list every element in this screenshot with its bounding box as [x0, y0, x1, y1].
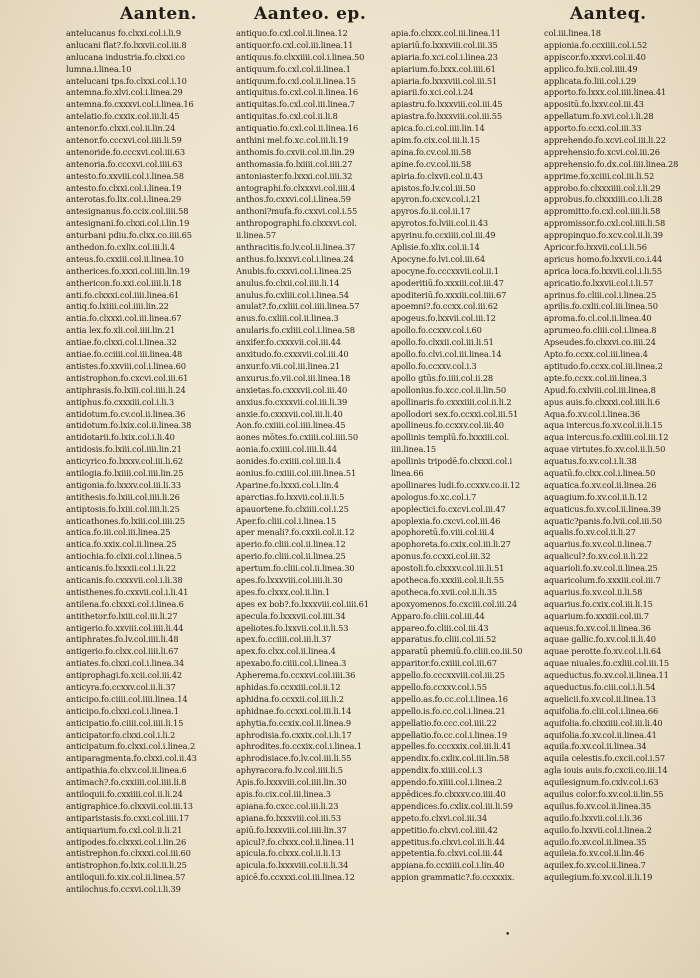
index-entry: Apis.fo.lxxxviii.col.iiii.lin.30: [236, 777, 347, 788]
index-entry: aquilus.fo.xv.col.ii.linea.35: [544, 800, 651, 811]
index-entry: aquatic?panis.fo.lvii.col.iii.50: [544, 515, 662, 526]
index-entry: aper menali?.fo.cxxii.col.ii.12: [236, 527, 355, 538]
index-entry: aphyracora.fo.lv.col.iiii.li.5: [236, 765, 343, 776]
index-entry: antiptosis.fo.lxiii.col.iiii.li.25: [66, 503, 180, 514]
index-entry: aptitudo.fo.ccxx.col.iii.linea.2: [544, 360, 663, 371]
index-entry: Apto.fo.ccxx.col.iii.linea.4: [544, 349, 648, 360]
index-entry: anthericon.fo.xxi.col.iiii.li.18: [66, 277, 182, 288]
index-entry: antiquitus.fo.cxl.col.ii.linea.16: [236, 87, 358, 98]
index-entry: apiastru.fo.lxxxviii.col.iii.45: [391, 99, 503, 110]
index-entry: antiquarium.fo.cxl.col.ii.li.21: [66, 824, 183, 835]
index-entry: apexabo.fo.ciiii.col.i.linea.3: [236, 658, 347, 669]
index-entry: anticanis.fo.cxxxvii.col.i.li.38: [66, 574, 183, 585]
index-entry: aqua intercus.fo.xv.col.ii.li.15: [544, 420, 663, 431]
index-entry: apyron.fo.cxcv.col.i.21: [391, 194, 482, 205]
index-entry: aquila.fo.xv.col.ii.linea.34: [544, 741, 647, 752]
index-entry: anthedon.fo.cxlix.col.iii.li.4: [66, 242, 175, 253]
index-entry: anulus.fo.cxliii.col.i.linea.54: [236, 289, 349, 300]
index-entry: anticyrico.fo.lxxxv.col.iii.li.62: [66, 456, 184, 467]
page-mark: •: [505, 930, 511, 940]
index-entry: apecula.fo.lxxxvii.col.iiii.34: [236, 610, 346, 621]
running-head-right: Aanteq.: [570, 4, 647, 24]
index-entry: antipodes.fo.clxxxi.col.i.lin.26: [66, 836, 187, 847]
index-entry: appromissor.fo.cxl.col.iiii.li.58: [544, 218, 666, 229]
index-entry: apina.fo.cv.col.iii.58: [391, 146, 472, 157]
index-entry: apprehensio.fo.dx.col.iiii.linea.28: [544, 158, 679, 169]
index-entry: antiparagmenta.fo.clxxi.col.ii.43: [66, 753, 197, 764]
index-entry: apiaria.fo.lxxxviii.col.iii.51: [391, 75, 498, 86]
index-entry: antipathia.fo.clxv.col.ii.linea.6: [66, 765, 187, 776]
index-entry: appellatio.fo.ccc.col.iiii.22: [391, 717, 497, 728]
index-entry: aperio.fo.cliii.col.ii.linea.12: [236, 539, 346, 550]
index-entry: apollinis templū.fo.lxxxiii.col.: [391, 432, 510, 443]
index-entry: aprumeo.fo.cliii.col.i.linea.8: [544, 325, 657, 336]
index-entry: antiae.fo.cciiii.col.iii.linea.48: [66, 349, 183, 360]
index-entry: aqueductus.fo.xv.col.ii.linea.11: [544, 670, 669, 681]
index-entry: appello.fo.cccxxviii.col.iii.25: [391, 670, 505, 681]
index-entry: apicula.fo.clxxx.col.ii.li.13: [236, 848, 341, 859]
index-entry: apollinis tripodē.fo.clxxxi.col.i: [391, 456, 513, 467]
index-entry: antographi.fo.clxxxvi.col.iiii.4: [236, 182, 356, 193]
index-entry: apes.fo.clxxx.col.ii.lin.1: [236, 586, 331, 597]
index-entry: aphidas.fo.ccxxiii.col.ii.12: [236, 681, 341, 692]
index-entry: antilena.fo.clxxxi.col.i.linea.6: [66, 598, 184, 609]
index-entry: aponus.fo.ccxxi.col.iii.32: [391, 551, 491, 562]
index-entry: ii.linea.57: [236, 230, 276, 241]
index-entry: aphrodites.fo.ccxix.col.i.linea.1: [236, 741, 362, 752]
index-entry: appion grammatic?.fo.ccxxxix.: [391, 872, 515, 883]
index-entry: apollo gtūs.fo.iiii.col.ii.28: [391, 372, 493, 383]
index-entry: appetitio.fo.clxvi.col.iiii.42: [391, 824, 498, 835]
index-entry: apes ex bob?.fo.lxxxviii.col.iiii.61: [236, 598, 369, 609]
running-head-center: Aanteo. ep.: [254, 4, 367, 24]
index-entry: appellatum.fo.xvi.col.i.li.28: [544, 111, 654, 122]
index-entry: antesignanus.fo.ccix.col.iiii.58: [66, 206, 189, 217]
index-entry: apollonius.fo.xcc.col.ii.lin.50: [391, 384, 507, 395]
index-entry: antiloquii.fo.xix.col.ii.linea.57: [66, 872, 186, 883]
index-entry: antithesis.fo.lxiii.col.iiii.li.26: [66, 491, 180, 502]
index-entry: aqueductus.fo.ciii.col.i.li.54: [544, 681, 656, 692]
index-entry: anterotas.fo.lix.col.i.linea.29: [66, 194, 182, 205]
index-entry: appropinquo.fo.xcv.col.ii.li.39: [544, 230, 663, 241]
index-entry: aones mōtes.fo.cxiiii.col.iiii.50: [236, 432, 359, 443]
index-entry: anxius.fo.cxxxvii.col.iii.li.39: [236, 396, 348, 407]
index-entry: antistrophon.fo.lxix.col.ii.li.25: [66, 860, 187, 871]
index-entry: anthomasia.fo.lxiiii.col.iiii.27: [236, 158, 353, 169]
index-entry: aonides.fo.cxiiii.col.iiii.li.4: [236, 456, 341, 467]
index-entry: aonius.fo.cxiiii.col.iiii.linea.51: [236, 467, 357, 478]
index-entry: antenoria.fo.cccxvi.col.iiii.63: [66, 158, 183, 169]
index-entry: apparatū phemiū.fo.cliii.co.iii.50: [391, 646, 523, 657]
index-entry: aquae virtutes.fo.xv.col.ii.li.50: [544, 444, 666, 455]
index-entry: antiquo.fo.cxl.col.ii.linea.12: [236, 28, 348, 38]
index-entry: anxur.fo.vii.col.iii.linea.21: [236, 360, 341, 371]
index-entry: antigraphice.fo.clxxvii.col.iii.13: [66, 800, 193, 811]
index-entry: apyrinu.fo.ccxiiii.col.iii.49: [391, 230, 496, 241]
index-entry: antiquum.fo.cxl.col.ii.linea.15: [236, 75, 356, 86]
index-entry: aquila celestis.fo.cxcii.col.i.57: [544, 753, 666, 764]
index-entry: apim.fo.cix.col.iii.li.15: [391, 135, 480, 146]
index-entry: aqua intercus.fo.cxliii.col.iii.12: [544, 432, 669, 443]
index-entry: apprehendo.fo.xcvi.col.iii.li.22: [544, 135, 666, 146]
index-entry: aqueus.fo.xv.col.ii.linea.36: [544, 622, 651, 633]
index-entry: antiprophagi.fo.xcii.col.iii.42: [66, 670, 183, 681]
index-entry: apiria.fo.clxvii.col.ii.43: [391, 170, 483, 181]
index-entry: antelatio.fo.cxxix.col.iii.li.45: [66, 111, 180, 122]
index-entry: apis.fo.cix.col.iii.linea.3: [236, 789, 331, 799]
index-entry: antiloquii.fo.cxxiiii.col.ii.li.24: [66, 789, 183, 799]
index-entry: apistos.fo.lv.col.iii.50: [391, 182, 476, 193]
index-entry: apollinaris.fo.cxxxiiii.col.ii.li.2: [391, 396, 512, 407]
index-column-4: [544, 28, 700, 884]
index-entry: antelucanus fo.clxxi.col.i.li.9: [66, 28, 182, 38]
index-entry: apyrotos.fo.lviii.col.ii.43: [391, 218, 489, 229]
page-header: [0, 4, 700, 28]
index-entry: antica.fo.iii.col.iii.linea.25: [66, 527, 171, 538]
index-entry: antiates.fo.clxxi.col.i.linea.34: [66, 658, 184, 669]
index-column-1: [66, 28, 226, 896]
index-entry: apine.fo.cv.col.iii.58: [391, 158, 472, 169]
index-entry: aquilegium.fo.xv.col.ii.li.19: [544, 872, 653, 883]
index-entry: antidotum.fo.cv.col.ii.linea.36: [66, 408, 186, 419]
index-entry: antiochia.fo.clxii.col.i.linea.5: [66, 551, 182, 562]
index-entry: apollineus.fo.ccxxv.col.iii.40: [391, 420, 504, 431]
index-entry: apiana.fo.lxxxviii.col.iii.53: [236, 812, 342, 823]
index-entry: antidotarii.fo.lxix.col.i.li.40: [66, 432, 175, 443]
index-entry: antia lex.fo.xli.col.iiii.lin.21: [66, 325, 176, 336]
index-entry: apicula.fo.lxxxviii.col.ii.li.34: [236, 860, 349, 871]
index-entry: anteus.fo.cxxiii.col.ii.linea.10: [66, 253, 184, 264]
index-entry: aquae niuales.fo.cxliii.col.iii.15: [544, 658, 669, 669]
index-entry: antisthenes.fo.cxxvii.col.i.li.41: [66, 586, 189, 597]
index-entry: apicul?.fo.clxxx.col.ii.linea.11: [236, 836, 355, 847]
index-entry: aquarius.fo.xv.col.ii.li.58: [544, 586, 643, 597]
index-entry: apoxyomenos.fo.cxciii.col.iii.24: [391, 598, 518, 609]
index-entry: apocyne.fo.cccxxvii.col.ii.1: [391, 265, 499, 276]
index-column-2: [236, 28, 386, 884]
index-entry: anticyra.fo.ccxxv.col.ii.li.37: [66, 681, 176, 692]
index-entry: aquilus color.fo.xv.col.ii.lin.55: [544, 789, 664, 799]
index-entry: apoplexia.fo.cxcvi.col.iii.46: [391, 515, 501, 526]
index-entry: antiphrasis.fo.lxiii.col.iiii.li.24: [66, 384, 186, 395]
index-entry: applicata.fo.liii.col.i.29: [544, 75, 637, 86]
index-entry: apia.fo.clxxx.col.iii.linea.11: [391, 28, 501, 38]
index-entry: antiphrates.fo.lv.col.iiii.li.48: [66, 634, 179, 645]
index-entry: aphrodisia.fo.cxxix.col.i.li.17: [236, 729, 352, 740]
index-entry: apprehensio.fo.xcvi.col.iii.26: [544, 146, 660, 157]
index-entry: antiquatio.fo.cxl.col.ii.linea.16: [236, 123, 359, 134]
index-entry: anthracitis.fo.lv.col.ii.linea.37: [236, 242, 356, 253]
index-entry: antithetor.fo.lxiii.col.iii.li.27: [66, 610, 178, 621]
index-entry: anxifer.fo.cxxxvii.col.iii.44: [236, 337, 341, 348]
index-entry: aquifolia.fo.clii.col.i.linea.66: [544, 705, 659, 716]
index-entry: anxurus.fo.vii.col.iii.linea.18: [236, 372, 351, 383]
index-entry: antiparistasis.fo.cxxi.col.iiii.17: [66, 812, 189, 823]
index-entry: apotheca.fo.xxxiii.col.ii.li.55: [391, 574, 504, 585]
index-entry: Aplisie.fo.xlix.col.ii.14: [391, 242, 480, 253]
index-entry: aquileia.fo.xv.col.ii.lin.46: [544, 848, 645, 859]
index-entry: antenor.fo.clxxi.col.ii.lin.24: [66, 123, 176, 134]
index-entry: Aparine.fo.lxxxi.col.i.lin.4: [236, 479, 339, 490]
index-entry: aparctias.fo.lxxvii.col.ii.li.5: [236, 491, 345, 502]
index-entry: apiū.fo.lxxxviii.col.iiii.lin.37: [236, 824, 347, 835]
index-entry: anthus.fo.lxxxvi.col.i.linea.24: [236, 253, 354, 264]
index-entry: aquilo.fo.xv.col.ii.linea.35: [544, 836, 647, 847]
index-entry: appareo.fo.cliii.col.iii.43: [391, 622, 489, 633]
index-entry: anticipator.fo.clxxi.col.i.li.2: [66, 729, 176, 740]
index-entry: aperio.fo.cliii.col.ii.linea.25: [236, 551, 346, 562]
index-entry: Aqua.fo.xv.col.i.linea.36: [544, 408, 640, 419]
index-entry: apollo.fo.ccxxv.col.i.3: [391, 360, 477, 371]
index-entry: antidosis.fo.lxiii.col.iiii.lin.21: [66, 444, 182, 455]
index-entry: anti.fo.clxxxi.col.iiii.linea.61: [66, 289, 180, 300]
index-entry: antiquus.fo.clxxiiii.col.i.linea.50: [236, 51, 365, 62]
index-entry: appendix.fo.xiiii.col.i.3: [391, 765, 483, 776]
index-entry: anlucana industria.fo.clxxi.co: [66, 51, 185, 62]
index-entry: antia.fo.clxxxi.col.iii.linea.67: [66, 313, 182, 324]
index-entry: antiae.fo.clxxi.col.i.linea.32: [66, 337, 177, 348]
index-entry: appendo.fo.xiiii.col.i.linea.2: [391, 777, 503, 788]
index-entry: Apparo.fo.cliii.col.iii.44: [391, 610, 485, 621]
index-entry: aquifolia.fo.clxxiiii.col.iii.li.40: [544, 717, 663, 728]
index-entry: aprinus.fo.cliii.col.i.linea.25: [544, 289, 657, 300]
index-entry: aquilo.fo.lxxvii.col.i.linea.2: [544, 824, 652, 835]
index-entry: apostoli.fo.clxxxv.col.iii.li.51: [391, 563, 505, 574]
index-entry: apiaria.fo.xci.col.i.linea.23: [391, 51, 498, 62]
index-entry: appello.fo.ccxxv.col.i.55: [391, 681, 487, 692]
index-entry: aproma.fo.cl.col.ii.linea.40: [544, 313, 652, 324]
index-entry: antilogia.fo.lxiiii.col.iiii.lin.25: [66, 467, 184, 478]
index-entry: aprilis.fo.cxlii.col.iii.linea.50: [544, 301, 658, 312]
index-entry: anularis.fo.cxliii.col.i.linea.58: [236, 325, 355, 336]
index-entry: antiq.fo.lxiiii.col.iiii.lin.22: [66, 301, 169, 312]
index-entry: aquilesignum.fo.cxlv.col.i.63: [544, 777, 659, 788]
index-entry: apoplectici.fo.cxcvi.col.iii.47: [391, 503, 506, 514]
index-entry: appēdices.fo.clxxxv.co.iiii.40: [391, 789, 506, 799]
index-column-3: [391, 28, 541, 884]
index-entry: apporto.fo.lxxx.col.iiii.linea.41: [544, 87, 667, 98]
index-entry: aquae perotte.fo.xv.col.i.li.64: [544, 646, 662, 657]
running-head-left: Aanten.: [120, 4, 198, 24]
index-entry: apiastra.fo.lxxxviii.col.iii.55: [391, 111, 502, 122]
index-entry: apollo.fo.clxxii.col.iii.li.51: [391, 337, 494, 348]
index-entry: apoditeriū.fo.xxxiii.col.iiii.67: [391, 289, 507, 300]
index-entry: aphrodisiace.fo.lv.col.iii.li.55: [236, 753, 352, 764]
index-entry: aquatica.fo.xv.col.ii.linea.26: [544, 479, 657, 490]
index-entry: Aper.fo.cliii.col.i.linea.15: [236, 515, 337, 526]
index-entry: Apherema.fo.ccxxvi.col.iiii.36: [236, 670, 356, 681]
index-entry: apporto.fo.ccxi.col.iii.33: [544, 123, 642, 134]
index-entry: appendices.fo.cxlix.col.iii.li.59: [391, 800, 513, 811]
index-entry: aquagium.fo.xv.col.ii.li.12: [544, 491, 648, 502]
index-entry: anthropographi.fo.clxxxvi.col.: [236, 218, 357, 229]
index-entry: apyros.fo.ii.col.ii.17: [391, 206, 471, 217]
index-entry: anxietas.fo.cxxxvii.col.iii.40: [236, 384, 348, 395]
index-entry: apogeus.fo.lxxvii.col.iii.12: [391, 313, 496, 324]
index-entry: Apud.fo.cxlviii.col.iii.linea.8: [544, 384, 656, 395]
index-entry: antenor.fo.cccxvi.col.iiii.li.59: [66, 135, 182, 146]
index-entry: apparatus.fo.cliii.col.iii.52: [391, 634, 497, 645]
index-entry: aquatus.fo.xv.col.i.li.38: [544, 456, 637, 467]
index-entry: apeliotes.fo.lxxvii.col.ii.li.53: [236, 622, 349, 633]
index-entry: apus auis.fo.clxxxi.col.iiii.li.6: [544, 396, 660, 407]
index-entry: anticipo.fo.clxxi.col.i.linea.1: [66, 705, 179, 716]
index-entry: anulus.fo.clxii.col.iiii.li.14: [236, 277, 340, 288]
index-entry: col.iii.linea.18: [544, 28, 601, 38]
index-entry: antistrephon.fo.clxxxi.col.iii.60: [66, 848, 191, 859]
index-entry: antiquum.fo.cxl.col.ii.linea.1: [236, 63, 351, 74]
index-entry: antesignani.fo.clxxi.col.i.lin.19: [66, 218, 190, 229]
index-entry: aphytia.fo.ccxix.col.ii.linea.9: [236, 717, 352, 728]
index-entry: aquarioli.fo.xv.col.ii.linea.25: [544, 563, 658, 574]
index-entry: antica.fo.xxix.col.ii.linea.25: [66, 539, 177, 550]
index-entry: apotheca.fo.xvii.col.ii.li.35: [391, 586, 497, 597]
index-entry: apte.fo.ccxx.col.iii.linea.3: [544, 372, 647, 383]
index-entry: antiquor.fo.cxl.col.iii.linea.11: [236, 39, 354, 50]
index-entry: Apseudes.fo.clxxvi.co.iiii.24: [544, 337, 656, 348]
index-entry: Aon.fo.cxiiii.col.iiii.linea.45: [236, 420, 346, 431]
index-entry: appetentia.fo.clxvi.col.iii.44: [391, 848, 503, 859]
index-entry: aphidna.fo.ccxxii.col.iii.li.2: [236, 693, 344, 704]
index-entry: apoemni?.fo.ccxx.col.iii.62: [391, 301, 498, 312]
index-entry: aquarius.fo.cxix.col.iii.li.15: [544, 598, 653, 609]
index-entry: antiphus.fo.cxxxiii.col.i.li.3: [66, 396, 174, 407]
index-entry: anus.fo.cxliii.col.ii.linea.3: [236, 313, 339, 324]
index-entry: antiquitas.fo.cxl.col.iii.linea.7: [236, 99, 355, 110]
index-entry: agla iouis auis.fo.cxcii.co.iii.14: [544, 765, 668, 776]
index-entry: aquilex.fo.xv.col.ii.linea.7: [544, 860, 646, 871]
index-entry: anticipatum.fo.clxxi.col.i.linea.2: [66, 741, 196, 752]
index-entry: appendix.fo.cxlix.col.iii.lin.58: [391, 753, 510, 764]
index-entry: appelles.fo.cccxxix.col.iii.li.41: [391, 741, 512, 752]
index-entry: anthini mel.fo.xc.col.iii.li.19: [236, 135, 349, 146]
index-entry: apollo.fo.clvi.col.iii.linea.14: [391, 349, 502, 360]
index-entry: apophoretū.fo.viii.col.iii.4: [391, 527, 495, 538]
index-entry: appromitto.fo.cxl.col.iiii.li.58: [544, 206, 661, 217]
index-entry: anticathones.fo.lxiii.col.iiii.25: [66, 515, 185, 526]
index-entry: antistrophon.fo.cxcvi.col.iii.61: [66, 372, 189, 383]
index-entry: aquifolia.fo.xv.col.ii.linea.41: [544, 729, 657, 740]
index-entry: apica.fo.ci.col.iiii.lin.14: [391, 123, 485, 134]
index-entry: aquatū.fo.clxx.col.i.linea.50: [544, 467, 656, 478]
index-entry: aprica loca.fo.lxxvii.col.i.li.55: [544, 265, 662, 276]
index-entry: apologus.fo.xc.col.i.7: [391, 491, 477, 502]
index-entry: lumna.i.linea.10: [66, 63, 132, 74]
index-entry: aphidnae.fo.ccxxi.col.iii.li.14: [236, 705, 352, 716]
index-entry: anticipo.fo.ciiii.col.iiii.linea.14: [66, 693, 188, 704]
index-entry: anthomis.fo.cxvii.col.iii.lin.29: [236, 146, 355, 157]
index-entry: apes.fo.lxxxviii.col.iiii.li.30: [236, 574, 343, 585]
index-entry: apiarii.fo.xci.col.i.24: [391, 87, 474, 98]
index-entry: antenoride.fo.cccxvi.col.iii.63: [66, 146, 185, 157]
index-entry: aqualis.fo.xv.col.ii.li.27: [544, 527, 636, 538]
index-entry: appionia.fo.ccxiiii.col.i.52: [544, 39, 648, 50]
index-entry: appiscor.fo.xxxvi.col.ii.40: [544, 51, 646, 62]
index-entry: apauortene.fo.clxiiii.col.i.25: [236, 503, 349, 514]
index-entry: aquaricolum.fo.xxxiii.col.iii.7: [544, 574, 661, 585]
index-entry: apophoreta.fo.cxix.col.iii.li.27: [391, 539, 511, 550]
index-entry: aquarium.fo.xxxiii.col.iii.7: [544, 610, 649, 621]
index-entry: apricatio.fo.lxxvii.col.i.li.57: [544, 277, 654, 288]
index-entry: appellatio.fo.cc.col.i.linea.19: [391, 729, 507, 740]
index-entry: aquarius.fo.xv.col.ii.linea.7: [544, 539, 652, 550]
index-entry: appeto.fo.clxvi.col.iii.34: [391, 812, 488, 823]
index-entry: apollinares ludi.fo.ccxxv.co.ii.12: [391, 479, 520, 490]
index-entry: antesto.fo.clxxi.col.i.linea.19: [66, 182, 182, 193]
index-entry: Apocyne.fo.lvi.col.iii.64: [391, 253, 486, 264]
index-entry: appello.is.fo.cc.col.i.linea.21: [391, 705, 506, 716]
index-entry: applico.fo.lxii.col.iiii.49: [544, 63, 638, 74]
index-entry: anthoni?mufa.fo.cxxvi.col.i.55: [236, 206, 358, 217]
index-entry: apricus homo.fo.lxxvii.co.i.44: [544, 253, 663, 264]
index-entry: apoderitiū.fo.xxxiii.col.iii.47: [391, 277, 504, 288]
index-entry: anlucani flat?.fo.lxxvii.col.iii.8: [66, 39, 187, 50]
index-entry: anticanis.fo.lxxxii.col.i.li.22: [66, 563, 177, 574]
index-entry: apiarium.fo.lxxx.col.iiii.61: [391, 63, 496, 74]
index-entry: aonia.fo.cxiiii.col.iiii.li.44: [236, 444, 337, 455]
index-entry: anticipatio.fo.ciiii.col.iiii.li.15: [66, 717, 184, 728]
index-entry: apex.fo.clxx.col.ii.linea.4: [236, 646, 336, 657]
index-entry: apollo.fo.ccxxv.col.i.60: [391, 325, 482, 336]
index-entry: antemna.fo.cxxxvi.col.i.linea.16: [66, 99, 194, 110]
index-entry: apollodori sex.fo.ccxxi.col.iii.51: [391, 408, 519, 419]
index-entry: anxie.fo.cxxxvii.col.iii.li.40: [236, 408, 343, 419]
index-entry: antilochus.fo.ccxvi.col.i.li.39: [66, 884, 181, 895]
index-entry: apertum.fo.cliii.col.ii.linea.30: [236, 563, 355, 574]
index-entry: antigerio.fo.clxx.col.iiii.li.67: [66, 646, 179, 657]
index-entry: aquae gallic.fo.xv.col.ii.li.40: [544, 634, 656, 645]
index-entry: antigerio.fo.xxviii.col.iiii.li.44: [66, 622, 184, 633]
index-entry: antigonia.fo.lxxxv.col.iii.li.33: [66, 479, 181, 490]
index-entry: antemna.fo.xlvi.col.i.linea.29: [66, 87, 183, 98]
index-entry: antoniaster.fo.lxxxi.col.iiii.32: [236, 170, 353, 181]
index-entry: approbus.fo.clxxxiiii.co.i.li.28: [544, 194, 663, 205]
index-entry: antelucani tps.fo.clxxi.col.i.10: [66, 75, 187, 86]
index-entry: iiii.linea.15: [391, 444, 437, 455]
index-entry: aquelicii.fo.xv.col.ii.linea.13: [544, 693, 656, 704]
index-entry: aquilo.fo.lxxvii.col.i.li.36: [544, 812, 643, 823]
index-entry: aqualicul?.fo.xv.col.ii.li.22: [544, 551, 649, 562]
index-entry: anthos.fo.cxxvi.col.i.linea.59: [236, 194, 351, 205]
index-entry: appositū.fo.lxxv.col.iii.43: [544, 99, 644, 110]
index-entry: Anubis.fo.cxxvi.col.i.linea.25: [236, 265, 352, 276]
index-entry: apprime.fo.xciiii.col.iii.li.52: [544, 170, 655, 181]
index-entry: apicē.fo.ccxxxi.col.iii.linea.12: [236, 872, 355, 883]
index-entry: antiquitas.fo.cxl.col.ii.li.8: [236, 111, 338, 122]
index-entry: apiariū.fo.lxxxviii.col.iii.35: [391, 39, 498, 50]
index-entry: appetitus.fo.clxvi.col.iii.li.44: [391, 836, 505, 847]
index-entry: appello.as.fo.cc.col.i.linea.16: [391, 693, 508, 704]
index-entry: approbo.fo.clxxxiiii.col.i.li.29: [544, 182, 661, 193]
index-entry: apiana.fo.cxcc.col.iii.li.23: [236, 800, 339, 811]
index-entry: antesto.fo.xxviii.col.i.linea.58: [66, 170, 184, 181]
index-entry: antherices.fo.xxxi.col.iiii.lin.19: [66, 265, 190, 276]
index-entry: appiana.fo.ccxiiii.col.i.lin.40: [391, 860, 505, 871]
index-entry: antidotum.fo.lxix.col.ii.linea.38: [66, 420, 192, 431]
index-entry: apex.fo.cciiii.col.iii.li.37: [236, 634, 332, 645]
index-entry: Apricor.fo.lxxvii.col.i.li.56: [544, 242, 647, 253]
index-entry: antimach?.fo.cxxiiii.col.iiii.li.8: [66, 777, 187, 788]
index-entry: anturbani pdiu.fo.clxx.co.iiii.65: [66, 230, 192, 241]
index-entry: anxitudo.fo.cxxxvii.col.iii.40: [236, 349, 349, 360]
index-entry: apparitor.fo.cxiiii.col.iii.67: [391, 658, 497, 669]
index-entry: aquaticus.fo.xv.col.ii.linea.39: [544, 503, 661, 514]
index-entry: anulat?.fo.cxliii.col.iiii.linea.57: [236, 301, 360, 312]
index-entry: antistes.fo.xxviii.col.i.linea.60: [66, 360, 186, 371]
index-entry: linea.66: [391, 467, 424, 478]
